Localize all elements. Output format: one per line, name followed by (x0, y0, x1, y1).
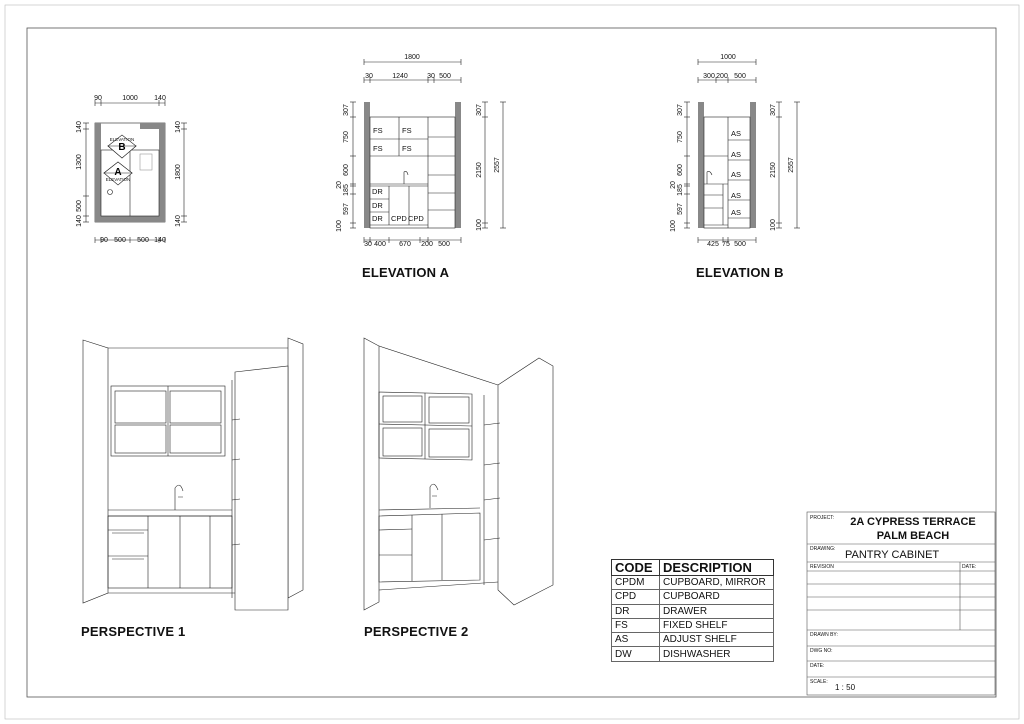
elev-a-bottom-dim: 500 (438, 241, 450, 248)
elev-b-left-dim: 20 (670, 181, 677, 189)
plan-left-dim: 1300 (76, 154, 83, 170)
elev-a-bottom-dim: 670 (399, 241, 411, 248)
plan-left-dim: 140 (76, 121, 83, 133)
elev-b-bottom-dim: 75 (722, 241, 730, 248)
elev-a-top-dim: 30 (365, 73, 373, 80)
elevation-b-title: ELEVATION B (696, 265, 784, 280)
legend-code-header: CODE (612, 560, 660, 576)
elev-a-top-dim: 500 (439, 73, 451, 80)
plan-right-overall: 1800 (175, 164, 182, 180)
legend-desc: FIXED SHELF (660, 618, 774, 632)
dwg-no-label: DWG NO: (810, 648, 833, 654)
elev-a-left-dim: 100 (336, 220, 343, 232)
elev-a-left-dim: 20 (336, 181, 343, 189)
elev-b-top-dim: 200 (716, 73, 728, 80)
plan-left-dim: 500 (76, 200, 83, 212)
code-label: FS (373, 126, 383, 135)
legend-code: FS (612, 618, 660, 632)
legend-desc: CUPBOARD, MIRROR (660, 576, 774, 590)
elev-b-top-overall: 1000 (720, 54, 736, 61)
elev-b-right-dim: 2150 (770, 162, 777, 178)
elev-a-left-dim: 185 (343, 184, 350, 196)
plan-bottom-dim: 140 (154, 237, 166, 244)
plan-top-dim: 90 (94, 95, 102, 102)
elev-b-right-dim: 307 (770, 104, 777, 116)
code-label: FS (373, 144, 383, 153)
elevation-marker-b: B (118, 142, 126, 153)
drawing-label: DRAWING: (810, 546, 836, 552)
elev-b-right-overall: 2557 (788, 157, 795, 173)
legend-description-header: DESCRIPTION (660, 560, 774, 576)
code-label: FS (402, 126, 412, 135)
drawn-by-label: DRAWN BY: (810, 632, 838, 638)
elev-b-left-dim: 185 (677, 184, 684, 196)
code-label: AS (731, 129, 742, 138)
code-label: AS (731, 208, 742, 217)
code-label: DR (372, 214, 383, 223)
scale-value: 1 : 50 (835, 683, 856, 692)
elev-b-left-dim: 750 (677, 131, 684, 143)
revision-date-label: DATE: (962, 564, 977, 570)
elev-a-top-dim: 30 (427, 73, 435, 80)
legend-desc: ADJUST SHELF (660, 633, 774, 647)
elev-a-left-dim: 750 (343, 131, 350, 143)
marker-a-caption: ELEVATION (105, 177, 131, 182)
plan-right-dim: 140 (175, 121, 182, 133)
elev-b-right-dim: 100 (770, 219, 777, 231)
code-label: DR (372, 201, 383, 210)
plan-top-dim: 1000 (122, 95, 138, 102)
code-label: CPD (391, 214, 407, 223)
code-label: FS (402, 144, 412, 153)
project-label: PROJECT: (810, 515, 835, 521)
elev-a-bottom-dim: 30 (364, 241, 372, 248)
elev-b-left-dim: 307 (677, 104, 684, 116)
elev-a-top-overall: 1800 (404, 54, 420, 61)
legend-desc: CUPBOARD (660, 590, 774, 604)
legend-code: DW (612, 647, 660, 661)
elev-a-right-dim: 307 (476, 104, 483, 116)
code-label: AS (731, 170, 742, 179)
legend-code: CPD (612, 590, 660, 604)
elevation-marker-a: A (114, 167, 122, 178)
project-line-1: 2A CYPRESS TERRACE (850, 516, 976, 528)
plan-top-dim: 140 (154, 95, 166, 102)
elev-a-bottom-dim: 400 (374, 241, 386, 248)
elev-b-left-dim: 600 (677, 164, 684, 176)
perspective-1-title: PERSPECTIVE 1 (81, 624, 186, 639)
elevation-a-title: ELEVATION A (362, 265, 450, 280)
elev-a-right-dim: 100 (476, 219, 483, 231)
elev-a-left-dim: 597 (343, 203, 350, 215)
date-label: DATE: (810, 663, 825, 669)
elev-a-left-dim: 307 (343, 104, 350, 116)
elev-a-left-dim: 600 (343, 164, 350, 176)
elev-b-left-dim: 100 (670, 220, 677, 232)
elev-a-right-overall: 2557 (494, 157, 501, 173)
plan-bottom-dim: 500 (114, 237, 126, 244)
legend-code: AS (612, 633, 660, 647)
code-label: AS (731, 191, 742, 200)
elev-b-bottom-dim: 425 (707, 241, 719, 248)
elev-b-bottom-dim: 500 (734, 241, 746, 248)
plan-bottom-dim: 500 (137, 237, 149, 244)
elev-a-right-dim: 2150 (476, 162, 483, 178)
drawing-name: PANTRY CABINET (845, 549, 940, 561)
code-label: AS (731, 150, 742, 159)
elev-b-left-dim: 597 (677, 203, 684, 215)
plan-right-dim: 140 (175, 215, 182, 227)
revision-label: REVISION (810, 564, 834, 570)
elev-a-bottom-dim: 200 (421, 241, 433, 248)
elev-a-top-dim: 1240 (392, 73, 408, 80)
code-label: CPD (408, 214, 424, 223)
legend-desc: DRAWER (660, 604, 774, 618)
legend-desc: DISHWASHER (660, 647, 774, 661)
plan-left-dim: 140 (76, 215, 83, 227)
marker-b-caption: ELEVATION (109, 137, 135, 142)
elev-b-top-dim: 500 (734, 73, 746, 80)
scale-label: SCALE: (810, 679, 828, 685)
perspective-2-title: PERSPECTIVE 2 (364, 624, 469, 639)
code-label: DR (372, 187, 383, 196)
legend-code: CPDM (612, 576, 660, 590)
project-line-2: PALM BEACH (876, 530, 950, 542)
plan-bottom-dim: 90 (100, 237, 108, 244)
legend-code: DR (612, 604, 660, 618)
elev-b-top-dim: 300 (703, 73, 715, 80)
